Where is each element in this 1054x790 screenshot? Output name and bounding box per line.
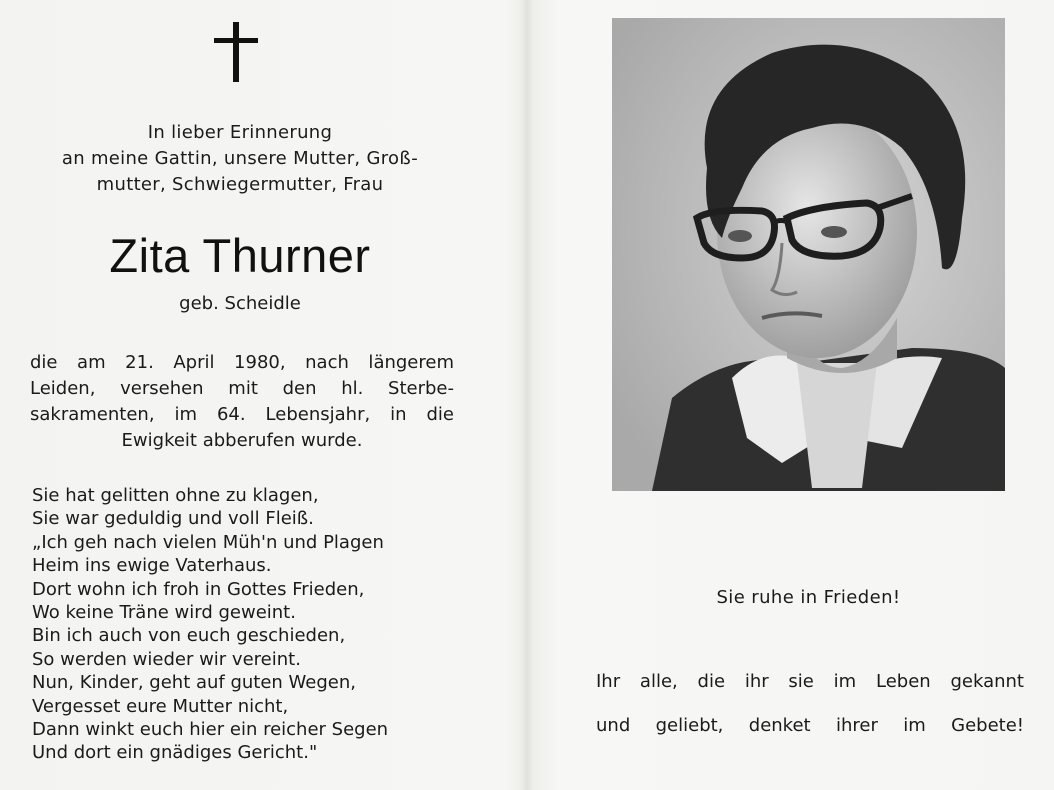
intro-text bbox=[20, 120, 460, 198]
prayer-request bbox=[596, 660, 1024, 748]
poem-line: Und dort ein gnädiges Gericht." bbox=[32, 742, 318, 764]
poem-line: Heim ins ewige Vaterhaus. bbox=[32, 555, 272, 577]
birth-name: geb. Scheidle bbox=[179, 293, 301, 314]
portrait-photo bbox=[612, 18, 1005, 491]
poem-line: Nun, Kinder, geht auf guten Wegen, bbox=[32, 672, 357, 694]
intro-line: an meine Gattin, unsere Mutter, Groß- bbox=[61, 148, 419, 169]
poem-line: Sie hat gelitten ohne zu klagen, bbox=[32, 485, 319, 506]
death-line: Ewigkeit abberufen wurde. bbox=[121, 430, 363, 451]
death-line: sakramenten, im 64. Lebensjahr, in die bbox=[30, 404, 454, 425]
poem-line: Bin ich auch von euch geschieden, bbox=[32, 625, 346, 647]
poem-line: „Ich geh nach vielen Müh'n und Plagen bbox=[32, 531, 384, 553]
left-panel bbox=[0, 0, 520, 790]
card-fold bbox=[520, 0, 534, 790]
poem-line: Sie war geduldig und voll Fleiß. bbox=[32, 508, 314, 530]
poem-line: Vergesset eure Mutter nicht, bbox=[32, 695, 289, 717]
poem-line: Wo keine Träne wird geweint. bbox=[32, 602, 296, 624]
death-notice bbox=[30, 350, 454, 454]
death-line: die am 21. April 1980, nach längerem bbox=[30, 352, 454, 373]
poem bbox=[32, 484, 472, 765]
poem-line: Dort wohn ich froh in Gottes Frieden, bbox=[32, 578, 365, 600]
death-line: Leiden, versehen mit den hl. Sterbe- bbox=[30, 378, 454, 399]
rest-in-peace: Sie ruhe in Frieden! bbox=[716, 587, 901, 608]
intro-line: mutter, Schwiegermutter, Frau bbox=[96, 174, 384, 195]
intro-line: In lieber Erinnerung bbox=[147, 122, 333, 143]
prayer-line: Ihr alle, die ihr sie im Leben gekannt bbox=[596, 671, 1024, 692]
poem-line: Dann winkt euch hier ein reicher Segen bbox=[32, 719, 389, 741]
deceased-name: Zita Thurner bbox=[109, 229, 371, 282]
prayer-line: und geliebt, denket ihrer im Gebete! bbox=[596, 715, 1024, 736]
poem-line: So werden wieder wir vereint. bbox=[32, 648, 301, 670]
cross-icon bbox=[210, 22, 262, 82]
